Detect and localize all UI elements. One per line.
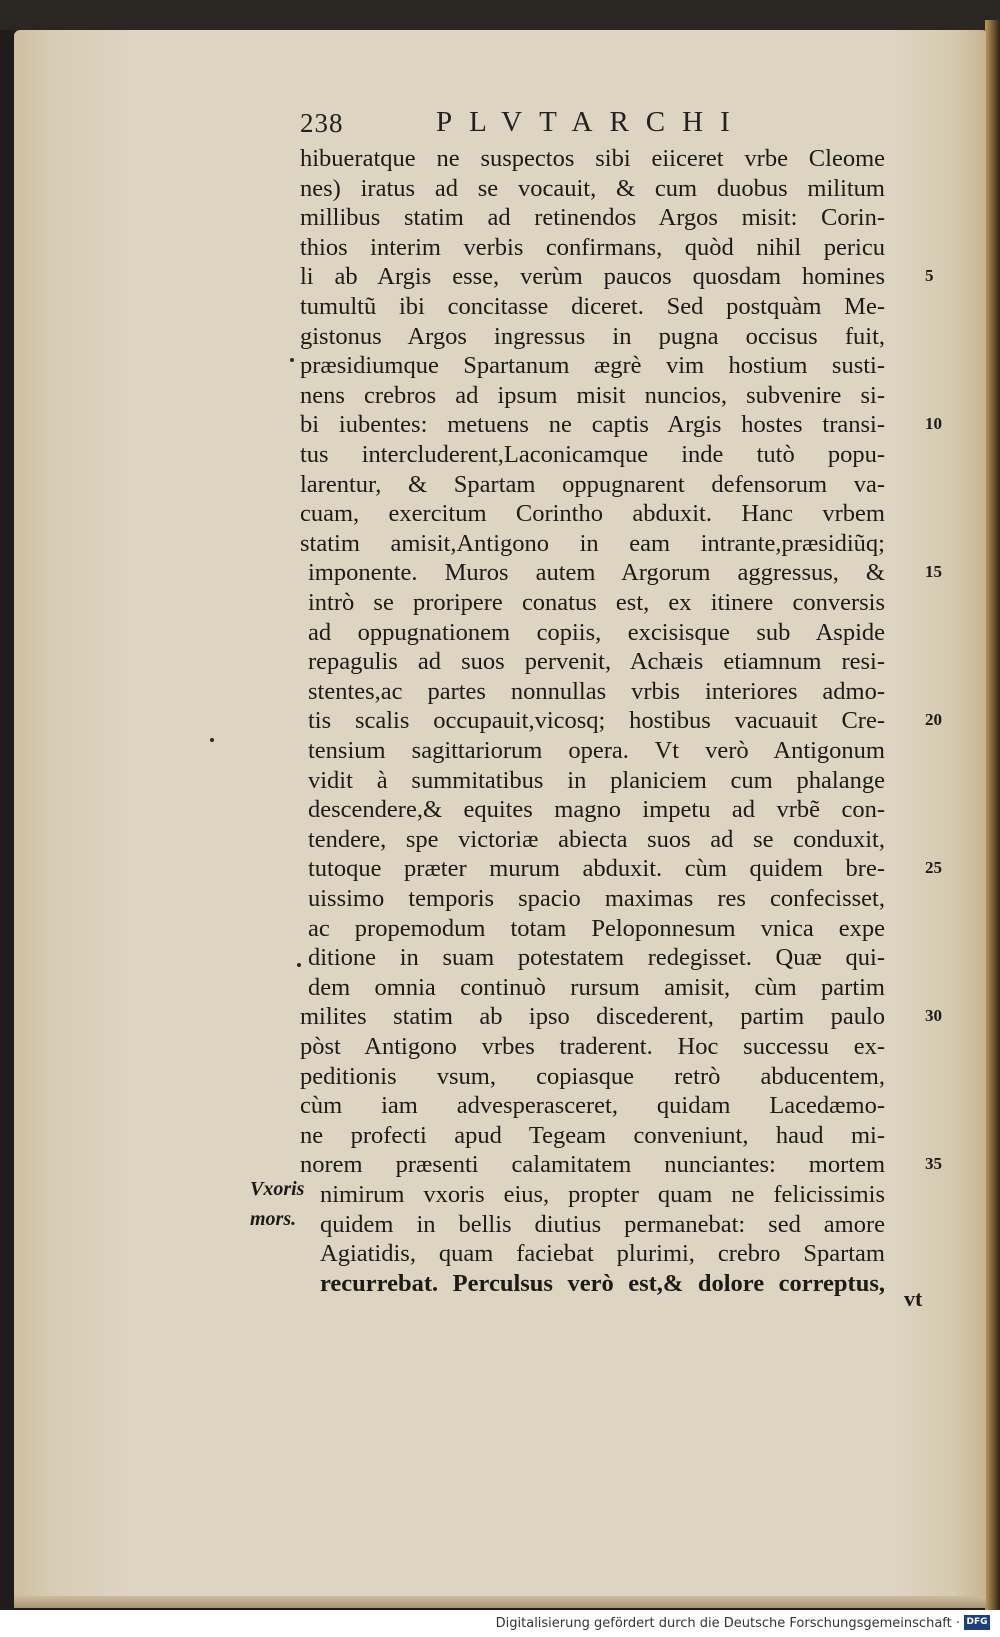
text-line: gistonus Argos ingressus in pugna occisus fuit, bbox=[300, 322, 885, 350]
text-line: ne profecti apud Tegeam conveniunt, haud mi- bbox=[300, 1121, 885, 1149]
funding-credit: Digitalisierung gefördert durch die Deutsche Forschungsgemeinschaft · bbox=[495, 1616, 960, 1631]
line-number: 30 bbox=[925, 1006, 942, 1026]
text-line: dem omnia continuò rursum amisit, cùm partim bbox=[308, 973, 885, 1001]
dfg-logo: DFG bbox=[964, 1615, 990, 1630]
text-line: milites statim ab ipso discederent, partim paulo bbox=[300, 1003, 885, 1031]
text-line: thios interim verbis confirmans, quòd nihil pericu bbox=[300, 233, 885, 261]
text-line: tumultũ ibi concitasse diceret. Sed postquàm Me- bbox=[300, 293, 885, 320]
text-line: imponente. Muros autem Argorum aggressus, & bbox=[308, 559, 885, 587]
line-number: 35 bbox=[925, 1154, 942, 1174]
text-line: bi iubentes: metuens ne captis Argis hostes transi- bbox=[300, 411, 885, 439]
text-line: nimirum vxoris eius, propter quam ne felicissimis bbox=[320, 1181, 885, 1208]
text-line: tis scalis occupauit,vicosq; hostibus vacuauit Cre- bbox=[308, 707, 885, 735]
text-line: præsidiumque Spartanum ægrè vim hostium susti- bbox=[300, 352, 885, 380]
text-line: intrò se proripere conatus est, ex itinere conversis bbox=[308, 589, 885, 616]
text-line: nens crebros ad ipsum misit nuncios, subvenire si- bbox=[300, 381, 885, 409]
text-line: larentur, & Spartam oppugnarent defensorum va- bbox=[300, 470, 885, 498]
text-line: ad oppugnationem copiis, excisisque sub Aspide bbox=[308, 618, 885, 646]
margin-note-line-2: mors. bbox=[250, 1208, 297, 1230]
line-number: 20 bbox=[925, 710, 942, 730]
text-line: tutoque præter murum abduxit. cùm quidem bre- bbox=[308, 855, 885, 883]
running-title: PLVTARCHI bbox=[436, 106, 747, 138]
text-line: cuam, exercitum Corintho abduxit. Hanc vrbem bbox=[300, 500, 885, 528]
text-line: tensium sagittariorum opera. Vt verò Antigonum bbox=[308, 737, 885, 764]
margin-dot bbox=[290, 358, 294, 362]
text-line: tendere, spe victoriæ abiecta suos ad se conduxit, bbox=[308, 825, 885, 853]
text-line: vidit à summitatibus in planiciem cum phalange bbox=[308, 766, 885, 794]
text-line: repagulis ad suos pervenit, Achæis etiamnum resi- bbox=[308, 648, 885, 676]
line-number: 25 bbox=[925, 858, 942, 878]
text-line: cùm iam advesperasceret, quidam Lacedæmo- bbox=[300, 1092, 885, 1120]
text-line: stentes,ac partes nonnullas vrbis interiores admo- bbox=[308, 677, 885, 705]
text-line: tus intercluderent,Laconicamque inde tutò popu- bbox=[300, 441, 885, 468]
page-bottom-edge bbox=[14, 1596, 986, 1608]
running-head bbox=[300, 106, 950, 142]
margin-note-line-1: Vxoris bbox=[250, 1178, 305, 1200]
text-line: nes) iratus ad se vocauit, & cum duobus militum bbox=[300, 174, 885, 202]
line-number: 10 bbox=[925, 414, 942, 434]
text-line: peditionis vsum, copiasque retrò abducentem, bbox=[300, 1062, 885, 1090]
text-line: quidem in bellis diutius permanebat: sed amore bbox=[320, 1210, 885, 1238]
text-line: Agiatidis, quam faciebat plurimi, crebro Spartam bbox=[320, 1240, 885, 1268]
text-line: millibus statim ad retinendos Argos misit: Corin- bbox=[300, 204, 885, 232]
text-line: statim amisit,Antigono in eam intrante,præsidiũq; bbox=[300, 529, 885, 557]
catchword: vt bbox=[904, 1286, 923, 1311]
margin-dot bbox=[297, 963, 301, 967]
text-line: descendere,& equites magno impetu ad vrbẽ con- bbox=[308, 796, 885, 824]
text-line: pòst Antigono vrbes traderent. Hoc successu ex- bbox=[300, 1033, 885, 1060]
line-number: 15 bbox=[925, 562, 942, 582]
footer-bar bbox=[0, 1612, 1000, 1637]
book-fore-edge bbox=[985, 20, 1000, 1610]
text-line: hibueratque ne suspectos sibi eiiceret vrbe Cleome bbox=[300, 145, 885, 172]
line-number: 5 bbox=[925, 266, 934, 286]
page-number: 238 bbox=[300, 108, 344, 138]
text-line: recurrebat. Perculsus verò est,& dolore correptus, bbox=[320, 1269, 885, 1297]
text-line: uissimo temporis spacio maximas res confecisset, bbox=[308, 885, 885, 912]
text-line: norem præsenti calamitatem nunciantes: mortem bbox=[300, 1151, 885, 1179]
text-line: li ab Argis esse, verùm paucos quosdam homines bbox=[300, 263, 885, 291]
text-line: ditione in suam potestatem redegisset. Quæ qui- bbox=[308, 944, 885, 972]
scanner-backdrop-top bbox=[0, 0, 1000, 30]
margin-dot bbox=[210, 738, 214, 742]
text-line: ac propemodum totam Peloponnesum vnica expe bbox=[308, 914, 885, 942]
